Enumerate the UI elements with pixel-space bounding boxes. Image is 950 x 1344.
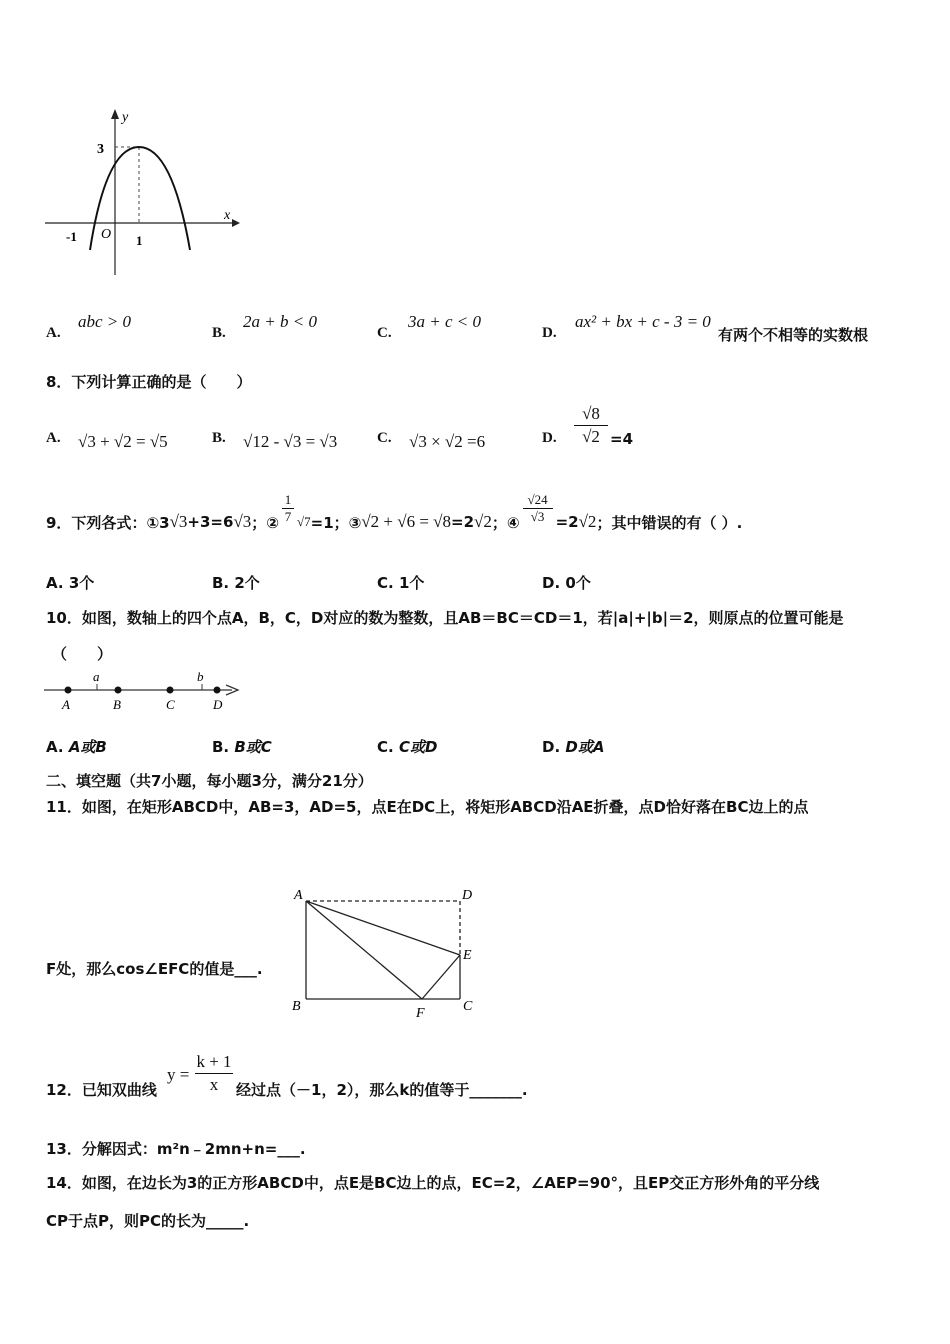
y-axis-label: y — [122, 110, 129, 125]
q11-tail: F处，那么cos∠EFC的值是___. — [46, 960, 263, 978]
q10-option-a: A. A或B — [46, 738, 107, 756]
q9-frac2-num: √24 — [527, 491, 548, 507]
q10-stem: 10．如图，数轴上的四个点A，B，C，D对应的数为整数，且AB＝BC＝CD＝1，若|a|+|b|＝2，则原点的位置可能是 — [46, 609, 844, 627]
q7-option-d-expr: ax² + bx + c - 3 = 0 — [575, 312, 711, 331]
point-A — [65, 687, 72, 694]
q9-fraction-1-7 — [282, 492, 294, 525]
fold-AE — [306, 901, 460, 955]
q9-frac-num: 1 — [284, 491, 292, 507]
q9-fraction-sqrt24-sqrt3 — [523, 492, 553, 525]
parabola-graph — [40, 105, 240, 280]
q10-option-c: C. C或D — [377, 738, 438, 756]
q9-part5: =2 — [451, 513, 475, 531]
q9-frac2-den: √3 — [530, 508, 545, 524]
rectangle-fold-figure — [288, 884, 488, 1022]
q8-option-d-letter: D. — [542, 430, 557, 446]
fraction-bar — [195, 1073, 233, 1074]
q7-option-c-expr: 3a + c < 0 — [408, 312, 481, 331]
q14-line2: CP于点P，则PC的长为_____. — [46, 1212, 250, 1230]
q8-d-numerator: √8 — [582, 404, 600, 423]
q9-option-d: D. 0个 — [542, 574, 591, 592]
q8-option-c-expr: √3 × √2 =6 — [409, 432, 486, 451]
q12-denominator: x — [209, 1075, 219, 1094]
q7-option-a-letter: A. — [46, 325, 61, 341]
q10-paren: （ ） — [52, 645, 113, 663]
vertex-B: B — [292, 999, 301, 1014]
q8-option-a-letter: A. — [46, 430, 61, 446]
q9-option-c: C. 1个 — [377, 574, 425, 592]
q9-sqrt2: √3 — [233, 512, 252, 531]
q8-option-b-letter: B. — [212, 430, 226, 446]
x-tick-1: 1 — [136, 233, 143, 248]
origin-label: O — [101, 227, 112, 242]
label-a: a — [93, 669, 100, 684]
q9-option-a: A. 3个 — [46, 574, 95, 592]
q12-numerator: k + 1 — [196, 1052, 232, 1071]
q7-option-d-letter: D. — [542, 325, 557, 341]
q8-option-a-expr: √3 + √2 = √5 — [78, 432, 168, 451]
q8-option-b-expr: √12 - √3 = √3 — [243, 432, 338, 451]
q7-option-c-letter: C. — [377, 325, 392, 341]
q9-part4: =1；③ — [310, 513, 362, 532]
label-b: b — [197, 669, 204, 684]
q12-fraction — [195, 1052, 233, 1095]
x-tick-neg1: -1 — [66, 229, 77, 244]
segment-AF — [306, 901, 422, 999]
q8-stem: 8．下列计算正确的是（ ） — [46, 373, 252, 391]
label-D: D — [213, 697, 223, 712]
q9-frac-den: 7 — [284, 508, 292, 524]
q9-sqrt3: √7 — [296, 514, 311, 529]
vertex-C: C — [463, 999, 473, 1014]
q14-line1: 14．如图，在边长为3的正方形ABCD中，点E是BC边上的点，EC=2，∠AEP=90°，且EP交正方形外角的平分线 — [46, 1174, 820, 1192]
q9-sqrt4: √2 + √6 = √8 — [361, 512, 452, 531]
q10-option-d: D. D或A — [542, 738, 605, 756]
y-axis-arrow — [111, 109, 119, 119]
q7-option-b-expr: 2a + b < 0 — [243, 312, 317, 331]
point-D — [214, 687, 221, 694]
vertex-F: F — [416, 1006, 425, 1021]
q9-part3: ；② — [251, 513, 279, 532]
q8-option-d-fraction — [574, 404, 608, 447]
q9-stem — [46, 491, 743, 534]
point-C — [167, 687, 174, 694]
q9-part1: 9．下列各式：①3 — [46, 513, 170, 532]
q12-y-equals: y = — [167, 1065, 190, 1084]
q9-option-b: B. 2个 — [212, 574, 260, 592]
q9-sqrt6: √2 — [578, 512, 597, 531]
q12-pre: 12．已知双曲线 — [46, 1081, 157, 1099]
q9-part6: ；④ — [491, 513, 520, 532]
q9-sqrt1: √3 — [169, 512, 188, 531]
q12-post: 经过点（－1，2），那么k的值等于_______. — [236, 1081, 528, 1099]
vertex-D: D — [462, 888, 473, 903]
q9-sqrt5: √2 — [474, 512, 492, 531]
q8-option-c-letter: C. — [377, 430, 392, 446]
q7-option-d-tail: 有两个不相等的实数根 — [718, 326, 869, 344]
x-axis-label: x — [224, 208, 231, 223]
label-C: C — [166, 697, 175, 712]
number-line — [42, 668, 247, 716]
q11-stem: 11．如图，在矩形ABCD中，AB=3，AD=5，点E在DC上，将矩形ABCD沿AE折叠，点D恰好落在BC边上的点 — [46, 798, 809, 816]
label-B: B — [113, 697, 121, 712]
fraction-bar — [574, 425, 608, 426]
vertex-A: A — [294, 888, 303, 903]
q7-option-b-letter: B. — [212, 325, 226, 341]
q9-part8: ；其中错误的有（ ）. — [596, 513, 743, 532]
q13-text: 13．分解因式：m²n﹣2mn+n=___. — [46, 1140, 306, 1158]
q9-part2: +3=6 — [187, 513, 234, 531]
label-A: A — [62, 697, 70, 712]
x-axis-arrow — [232, 219, 240, 227]
q10-option-b: B. B或C — [212, 738, 272, 756]
q8-d-denominator: √2 — [582, 427, 600, 446]
segment-FE — [422, 955, 460, 999]
q9-part7: =2 — [555, 513, 579, 531]
point-B — [115, 687, 122, 694]
q7-option-a-expr: abc > 0 — [78, 312, 132, 331]
q8-option-d-rhs: =4 — [610, 430, 634, 448]
y-tick-3: 3 — [97, 142, 104, 157]
section-2-heading: 二、填空题（共7小题，每小题3分，满分21分） — [46, 772, 373, 790]
vertex-E: E — [463, 948, 472, 963]
